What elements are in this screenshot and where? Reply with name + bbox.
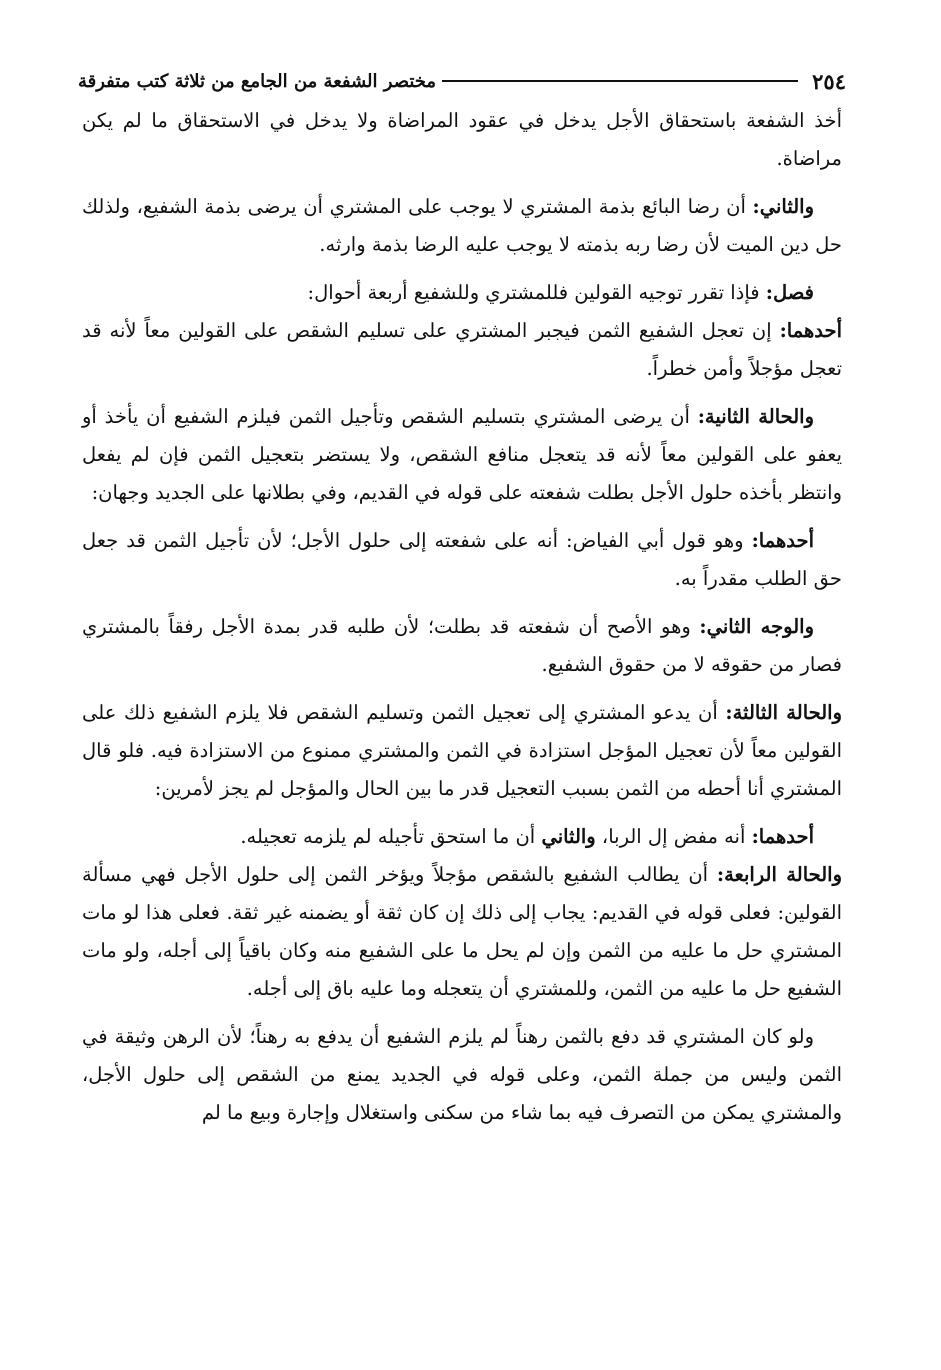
paragraph-7: والوجه الثاني: وهو الأصح أن شفعته قد بطلت؛ لأن طلبه قدر بمدة الأجل رفقاً بالمشتري فصار من حقوقه لا من حقوق الشفيع. — [82, 615, 842, 676]
paragraph-lead: أحدهما: — [779, 319, 842, 342]
paragraph-8: والحالة الثالثة: أن يدعو المشتري إلى تعجيل الثمن وتسليم الشقص فلا يلزم الشفيع ذلك على القولين معاً لأن تعجيل المؤجل استزادة في الثمن والمشتري ممنوع من الاستزادة فيه. فلو قال المشتري أنا أحطه من الثمن بسبب التعجيل قدر ما بين الحال والمؤجل لم يجز لأمرين: — [82, 701, 842, 800]
paragraph-1: أخذ الشفعة باستحقاق الأجل يدخل في عقود المراضاة ولا يدخل في الاستحقاق ما لم يكن مراضاة. — [82, 109, 842, 170]
paragraph-lead: والحالة الثالثة: — [725, 701, 842, 724]
paragraph-lead: والحالة الثانية: — [697, 405, 814, 428]
running-title: مختصر الشفعة من الجامع من ثلاثة كتب متفرقة — [78, 70, 437, 92]
paragraph-lead-2: والثاني — [541, 825, 596, 848]
paragraph-10: والحالة الرابعة: أن يطالب الشفيع بالشقص مؤجلاً ويؤخر الثمن إلى حلول الأجل فهي مسألة القولين: فعلى قوله في القديم: يجاب إلى ذلك إن كان ثقة أو يضمنه غير ثقة. فعلى هذا لو مات المشتري حل ما عليه من الثمن وإن لم يحل ما على الشفيع منه وكان باقياً إلى أجله، ولو مات الشفيع حل ما عليه من الثمن، وللمشتري أن يتعجله وما عليه باق إلى أجله. — [82, 863, 843, 1000]
paragraph-5: والحالة الثانية: أن يرضى المشتري بتسليم الشقص وتأجيل الثمن فيلزم الشفيع أن يأخذ أو يعفو على القولين معاً لأنه قد يتعجل منافع الشقص، ولا يستضر بتعجيل الثمن فإن لم يفعل وانتظر بأخذه حلول الأجل بطلت شفعته على قوله في القديم، وفي بطلانها على الجديد وجهان: — [82, 405, 842, 504]
running-header — [78, 66, 846, 96]
header-rule — [442, 80, 798, 82]
paragraph-lead: والوجه الثاني: — [699, 615, 814, 638]
paragraph-lead: والحالة الرابعة: — [716, 863, 843, 886]
paragraph-lead: والثاني: — [752, 195, 814, 218]
page-body — [82, 102, 842, 1132]
paragraph-lead: أحدهما: — [751, 529, 814, 552]
paragraph-lead: فصل: — [765, 281, 814, 304]
paragraph-lead: أحدهما: — [751, 825, 814, 848]
paragraph-4: أحدهما: إن تعجل الشفيع الثمن فيجبر المشتري على تسليم الشقص على القولين معاً لأنه قد تعجل مؤجلاً وأمن خطراً. — [82, 319, 842, 380]
paragraph-6: أحدهما: وهو قول أبي الفياض: أنه على شفعته إلى حلول الأجل؛ لأن تأجيل الثمن قد جعل حق الطلب مقدراً به. — [82, 529, 842, 590]
paragraph-2: والثاني: أن رضا البائع بذمة المشتري لا يوجب على المشتري أن يرضى بذمة الشفيع، ولذلك حل دين الميت لأن رضا ربه بذمته لا يوجب عليه الرضا بذمة وارثه. — [82, 195, 842, 256]
paragraph-3: فصل: فإذا تقرر توجيه القولين فللمشتري وللشفيع أربعة أحوال: — [307, 281, 814, 304]
paragraph-11: ولو كان المشتري قد دفع بالثمن رهناً لم يلزم الشفيع أن يدفع به رهناً؛ لأن الرهن وثيقة في الثمن وليس من جملة الثمن، وعلى قوله في الجديد يمنع من الشقص إلى حلول الأجل، والمشتري يمكن من التصرف فيه بما شاء من سكنى واستغلال وإجارة وبيع ما لم — [82, 1025, 842, 1124]
paragraph-9: أحدهما: أنه مفض إل الربا، والثاني أن ما استحق تأجيله لم يلزمه تعجيله. — [240, 825, 814, 848]
page-number: ٢٥٤ — [812, 68, 846, 94]
